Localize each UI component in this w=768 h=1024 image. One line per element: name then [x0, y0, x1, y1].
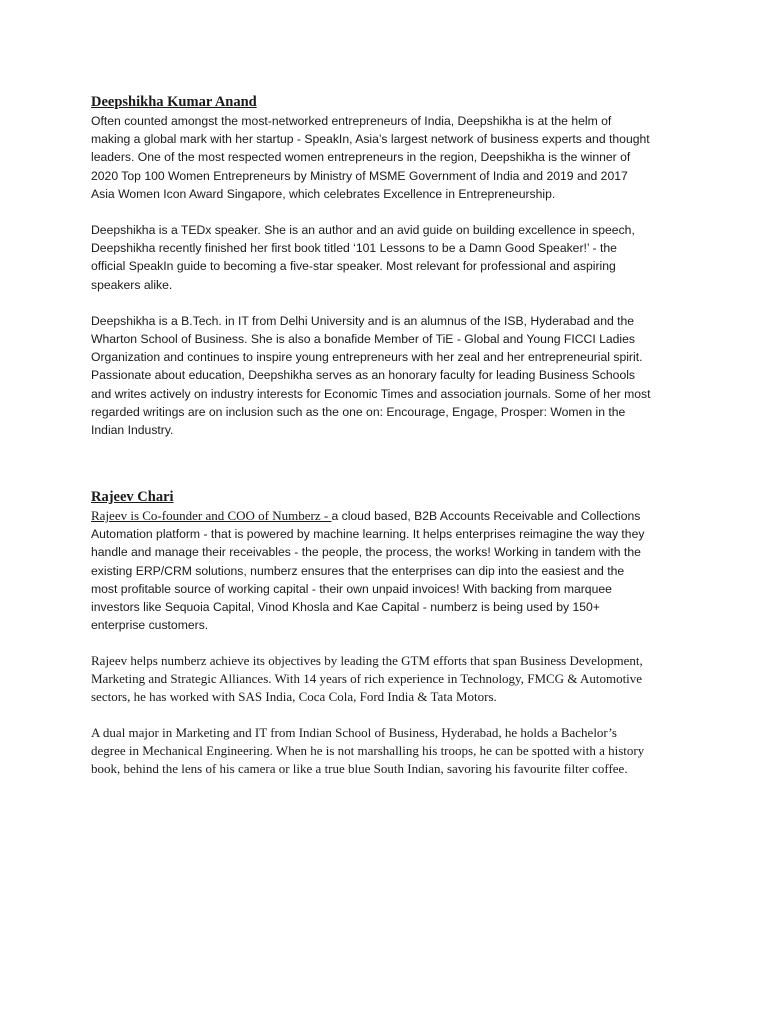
bio-paragraph: Rajeev helps numberz achieve its objectives by leading the GTM efforts that span Business Development, Marketing and Strategic Alliances. With 14 years of rich experience in Technology, FMCG & Automotive sectors, he has worked with SAS India, Coca Cola, Ford India & Tata Motors.	[91, 653, 643, 705]
intro-text: a cloud based, B2B Accounts Receivable and Collections Automation platform - that is powered by machine learning. It helps enterprises reimagine the way they handle and manage their receivables - the people, the process, the works! Working in tandem with the existing ERP/CRM solutions, numberz ensures that the enterprises can dip into the easiest and the most profitable source of working capital - their own unpaid invoices! With backing from marquee investors like Sequoia Capital, Vinod Khosla and Kae Capital - numberz is being used by 150+ enterprise customers.	[91, 509, 645, 633]
profile-name-heading: Deepshikha Kumar Anand	[91, 94, 257, 110]
underlined-intro-text: Rajeev is Co-founder and COO of Numberz -	[91, 508, 332, 523]
profile-deepshikha	[91, 93, 651, 439]
profile-name-heading: Rajeev Chari	[91, 489, 174, 505]
bio-paragraph: Deepshikha is a TEDx speaker. She is an author and an avid guide on building excellence in speech, Deepshikha recently finished her first book titled ‘101 Lessons to be a Damn Good Speaker!’ - the official SpeakIn guide to becoming a five-star speaker. Most relevant for professional and aspiring speakers alike.	[91, 223, 635, 292]
bio-paragraph: Often counted amongst the most-networked entrepreneurs of India, Deepshikha is at the helm of making a global mark with her startup - SpeakIn, Asia’s largest network of business experts and thought leaders. One of the most respected women entrepreneurs in the region, Deepshikha is the winner of 2020 Top 100 Women Entrepreneurs by Ministry of MSME Government of India and 2019 and 2017 Asia Women Icon Award Singapore, which celebrates Excellence in Entrepreneurship.	[91, 114, 650, 201]
profile-rajeev	[91, 488, 651, 778]
bio-paragraph: A dual major in Marketing and IT from Indian School of Business, Hyderabad, he holds a Bachelor’s degree in Mechanical Engineering. When he is not marshalling his troops, he can be spotted with a history book, behind the lens of his camera or like a true blue South Indian, savoring his favourite filter coffee.	[91, 725, 645, 777]
bio-paragraph	[91, 507, 651, 634]
bio-paragraph: Deepshikha is a B.Tech. in IT from Delhi University and is an alumnus of the ISB, Hyderabad and the Wharton School of Business. She is also a bonafide Member of TiE - Global and Young FICCI Ladies Organization and continues to inspire young entrepreneurs with her zeal and her entrepreneurial spirit. Passionate about education, Deepshikha serves as an honorary faculty for leading Business Schools and writes actively on industry interests for Economic Times and association journals. Some of her most regarded writings are on inclusion such as the one on: Encourage, Engage, Prosper: Women in the Indian Industry.	[91, 313, 651, 438]
